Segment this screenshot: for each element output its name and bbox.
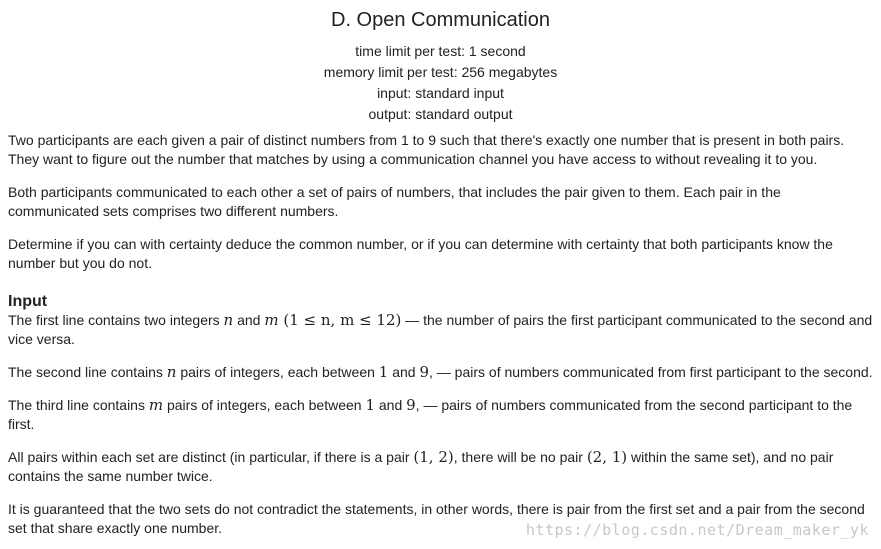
input-line-4: All pairs within each set are distinct (in particular, if there is a pair (1, 2), there will be no pair (2, 1) within the same set), and no pair contains the same number twice. — [8, 448, 834, 484]
watermark: https://blog.csdn.net/Dream_maker_yk — [525, 521, 869, 539]
input-file: input: standard input — [377, 85, 504, 101]
statement-paragraph-2: Both participants communicated to each other a set of pairs of numbers, that includes the pair given to them. Each pair in the communicated sets comprises two different numbers. — [8, 184, 781, 219]
problem-header — [0, 0, 881, 125]
problem-title: D. Open Communication — [331, 9, 550, 31]
memory-limit: memory limit per test: 256 megabytes — [323, 64, 558, 80]
input-line-1: The first line contains two integers n and m (1 ≤ n, m ≤ 12) — the number of pairs the first participant communicated to the second and vice versa. — [8, 311, 873, 347]
input-section-title: Input — [8, 293, 48, 310]
time-limit: time limit per test: 1 second — [355, 43, 526, 59]
problem-statement — [0, 131, 881, 538]
statement-paragraph-1: Two participants are each given a pair of distinct numbers from 1 to 9 such that there's exactly one number that is present in both pairs. They want to figure out the number that matches by using a communication channel you have access to without revealing it to you. — [8, 132, 845, 167]
output-file: output: standard output — [368, 106, 513, 122]
input-line-3: The third line contains m pairs of integers, each between 1 and 9, — pairs of numbers communicated from the second participant to the first. — [8, 396, 853, 432]
input-line-5: It is guaranteed that the two sets do not contradict the statements, in other words, there is pair from the first set and a pair from the second set that share exactly one number. — [8, 501, 865, 536]
statement-paragraph-3: Determine if you can with certainty deduce the common number, or if you can determine with certainty that both participants know the number but you do not. — [8, 236, 833, 271]
input-line-2: The second line contains n pairs of integers, each between 1 and 9, — pairs of numbers communicated from first participant to the second. — [8, 363, 873, 381]
